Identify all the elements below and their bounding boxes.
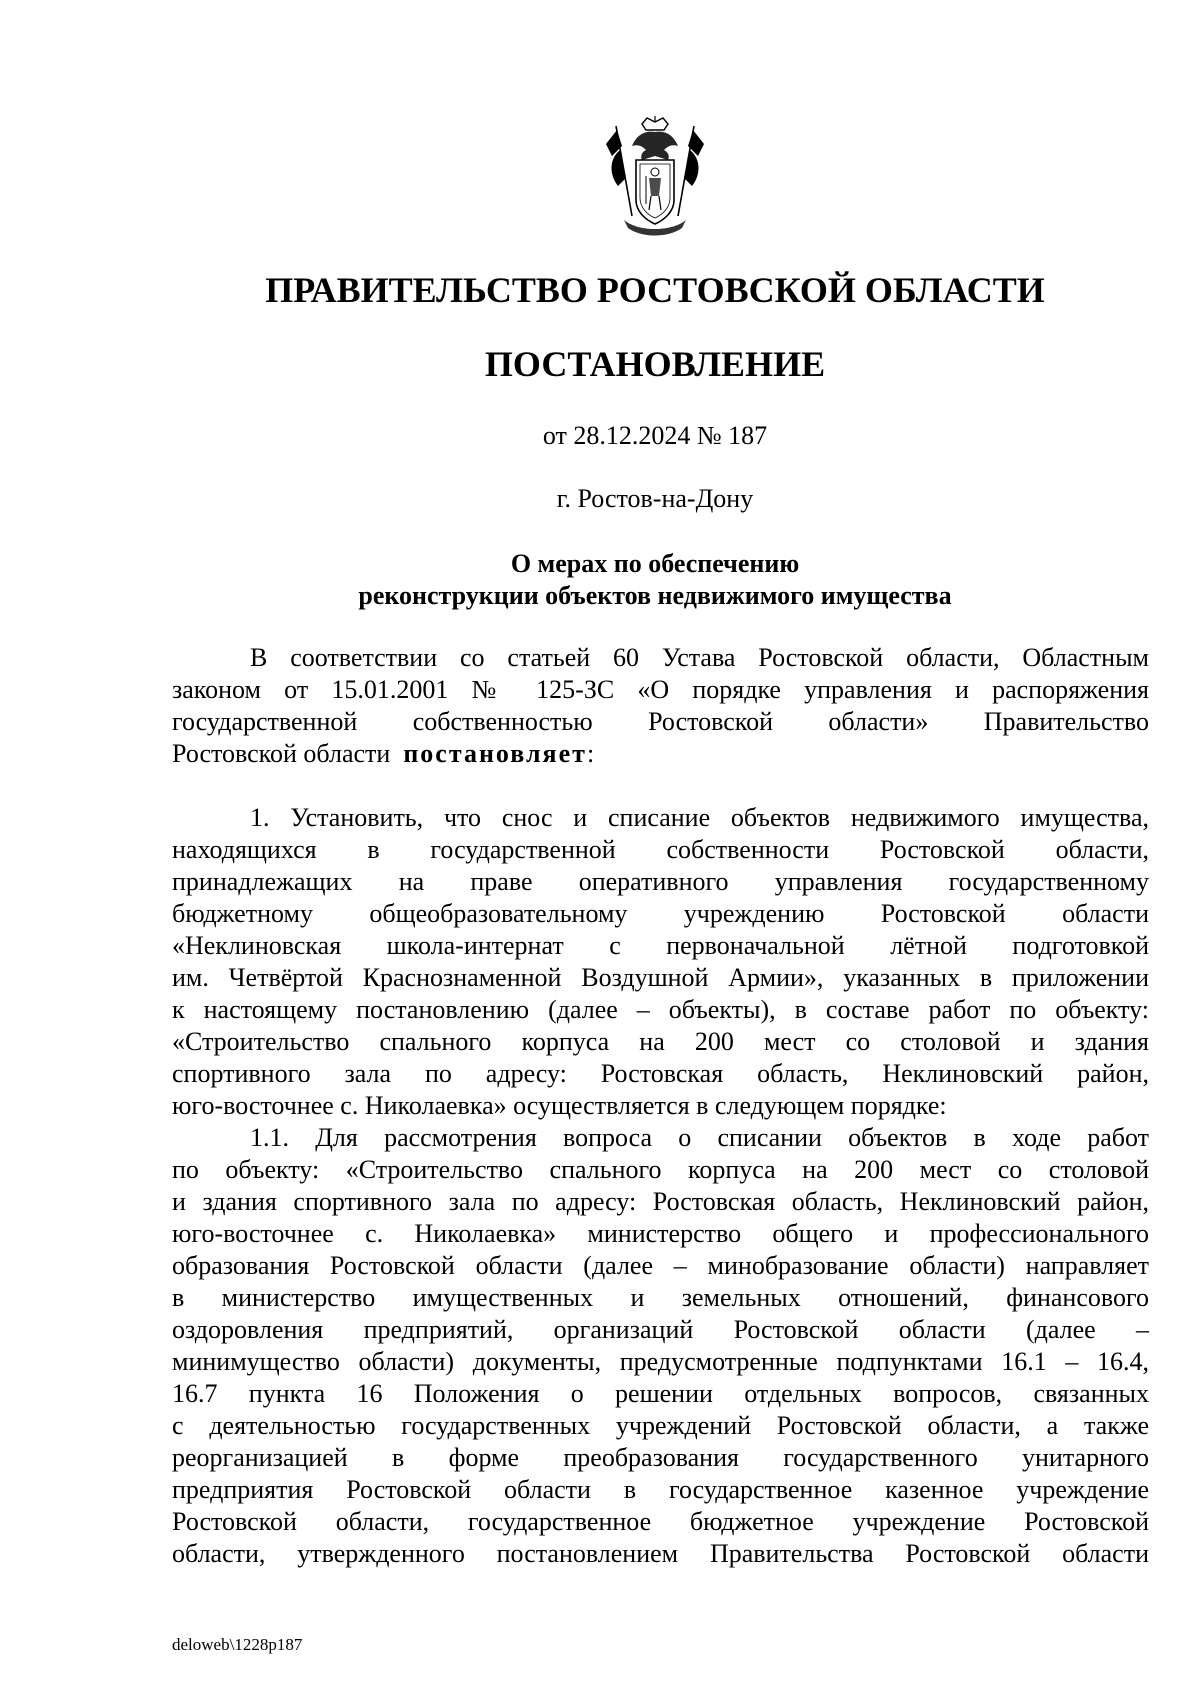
clause-1-1-line: образования Ростовской области (далее – минобразование области) направляет xyxy=(172,1251,1149,1280)
text-fragment: Ростовской области xyxy=(172,739,391,768)
clause-1-1-line: в министерство имущественных и земельных отношений, финансового xyxy=(172,1283,1149,1312)
text-line: принадлежащих на праве оперативного управления государственному xyxy=(172,867,1149,896)
preamble-paragraph xyxy=(172,642,1149,770)
clause-1-1-line: области, утвержденного постановлением Правительства Ростовской области xyxy=(172,1539,1149,1568)
clause-1-1-line: 1.1. Для рассмотрения вопроса о списании объектов в ходе работ xyxy=(250,1123,1149,1152)
text-line: бюджетному общеобразовательному учреждению Ростовской области xyxy=(172,899,1149,928)
document-date-number: от 28.12.2024 № 187 xyxy=(542,421,768,450)
clause-1-1-line: юго-восточнее с. Николаевка» министерство общего и профессионального xyxy=(172,1219,1149,1248)
clause-1 xyxy=(172,802,1149,1570)
clause-1-1-line: с деятельностью государственных учреждений Ростовской области, а также xyxy=(172,1411,1149,1440)
text-line: им. Четвёртой Краснознаменной Воздушной Армии», указанных в приложении xyxy=(172,963,1149,992)
text-line xyxy=(172,738,1149,770)
clause-1-1-line: предприятия Ростовской области в государственное казенное учреждение xyxy=(172,1475,1149,1504)
clause-1-1-line: оздоровления предприятий, организаций Ростовской области (далее – xyxy=(172,1315,1149,1344)
clause-1-1-line: Ростовской области, государственное бюджетное учреждение Ростовской xyxy=(172,1507,1149,1536)
text-line: «Неклиновская школа-интернат с первоначальной лётной подготовкой xyxy=(172,931,1149,960)
text-line: к настоящему постановлению (далее – объекты), в составе работ по объекту: xyxy=(172,995,1149,1024)
subject-line: О мерах по обеспечению xyxy=(510,549,800,578)
clause-1-1-line: 16.7 пункта 16 Положения о решении отдельных вопросов, связанных xyxy=(172,1379,1149,1408)
decree-keyword: постановляет xyxy=(403,739,587,768)
clause-1-1-line: реорганизацией в форме преобразования государственного унитарного xyxy=(172,1443,1149,1472)
text-line: спортивного зала по адресу: Ростовская область, Неклиновский район, xyxy=(172,1059,1149,1088)
subject-line: реконструкции объектов недвижимого имущества xyxy=(358,581,952,610)
text-fragment: : xyxy=(586,739,595,768)
clause-1-1-line: по объекту: «Строительство спального корпуса на 200 мест со столовой xyxy=(172,1155,1149,1184)
text-line: находящихся в государственной собственности Ростовской области, xyxy=(172,835,1149,864)
organization-title: ПРАВИТЕЛЬСТВО РОСТОВСКОЙ ОБЛАСТИ xyxy=(265,270,1045,310)
text-line: юго-восточнее с. Николаевка» осуществляется в следующем порядке: xyxy=(172,1091,947,1120)
document-subject xyxy=(160,548,1150,612)
text-line: государственной собственностью Ростовской области» Правительство xyxy=(172,707,1149,736)
document-registry-code: deloweb\1228p187 xyxy=(172,1635,303,1654)
document-type: ПОСТАНОВЛЕНИЕ xyxy=(484,344,826,384)
clause-1-1-line: и здания спортивного зала по адресу: Ростовская область, Неклиновский район, xyxy=(172,1187,1149,1216)
text-line: «Строительство спального корпуса на 200 мест со столовой и здания xyxy=(172,1027,1149,1056)
text-line: законом от 15.01.2001 № 125-ЗС «О порядке управления и распоряжения xyxy=(172,675,1149,704)
text-line: В соответствии со статьей 60 Устава Ростовской области, Областным xyxy=(250,643,1149,672)
document-city: г. Ростов-на-Дону xyxy=(556,484,754,513)
clause-1-1-line: минимущество области) документы, предусмотренные подпунктами 16.1 – 16.4, xyxy=(172,1347,1149,1376)
text-line: 1. Установить, что снос и списание объектов недвижимого имущества, xyxy=(250,803,1149,832)
coat-of-arms-icon xyxy=(602,116,708,240)
